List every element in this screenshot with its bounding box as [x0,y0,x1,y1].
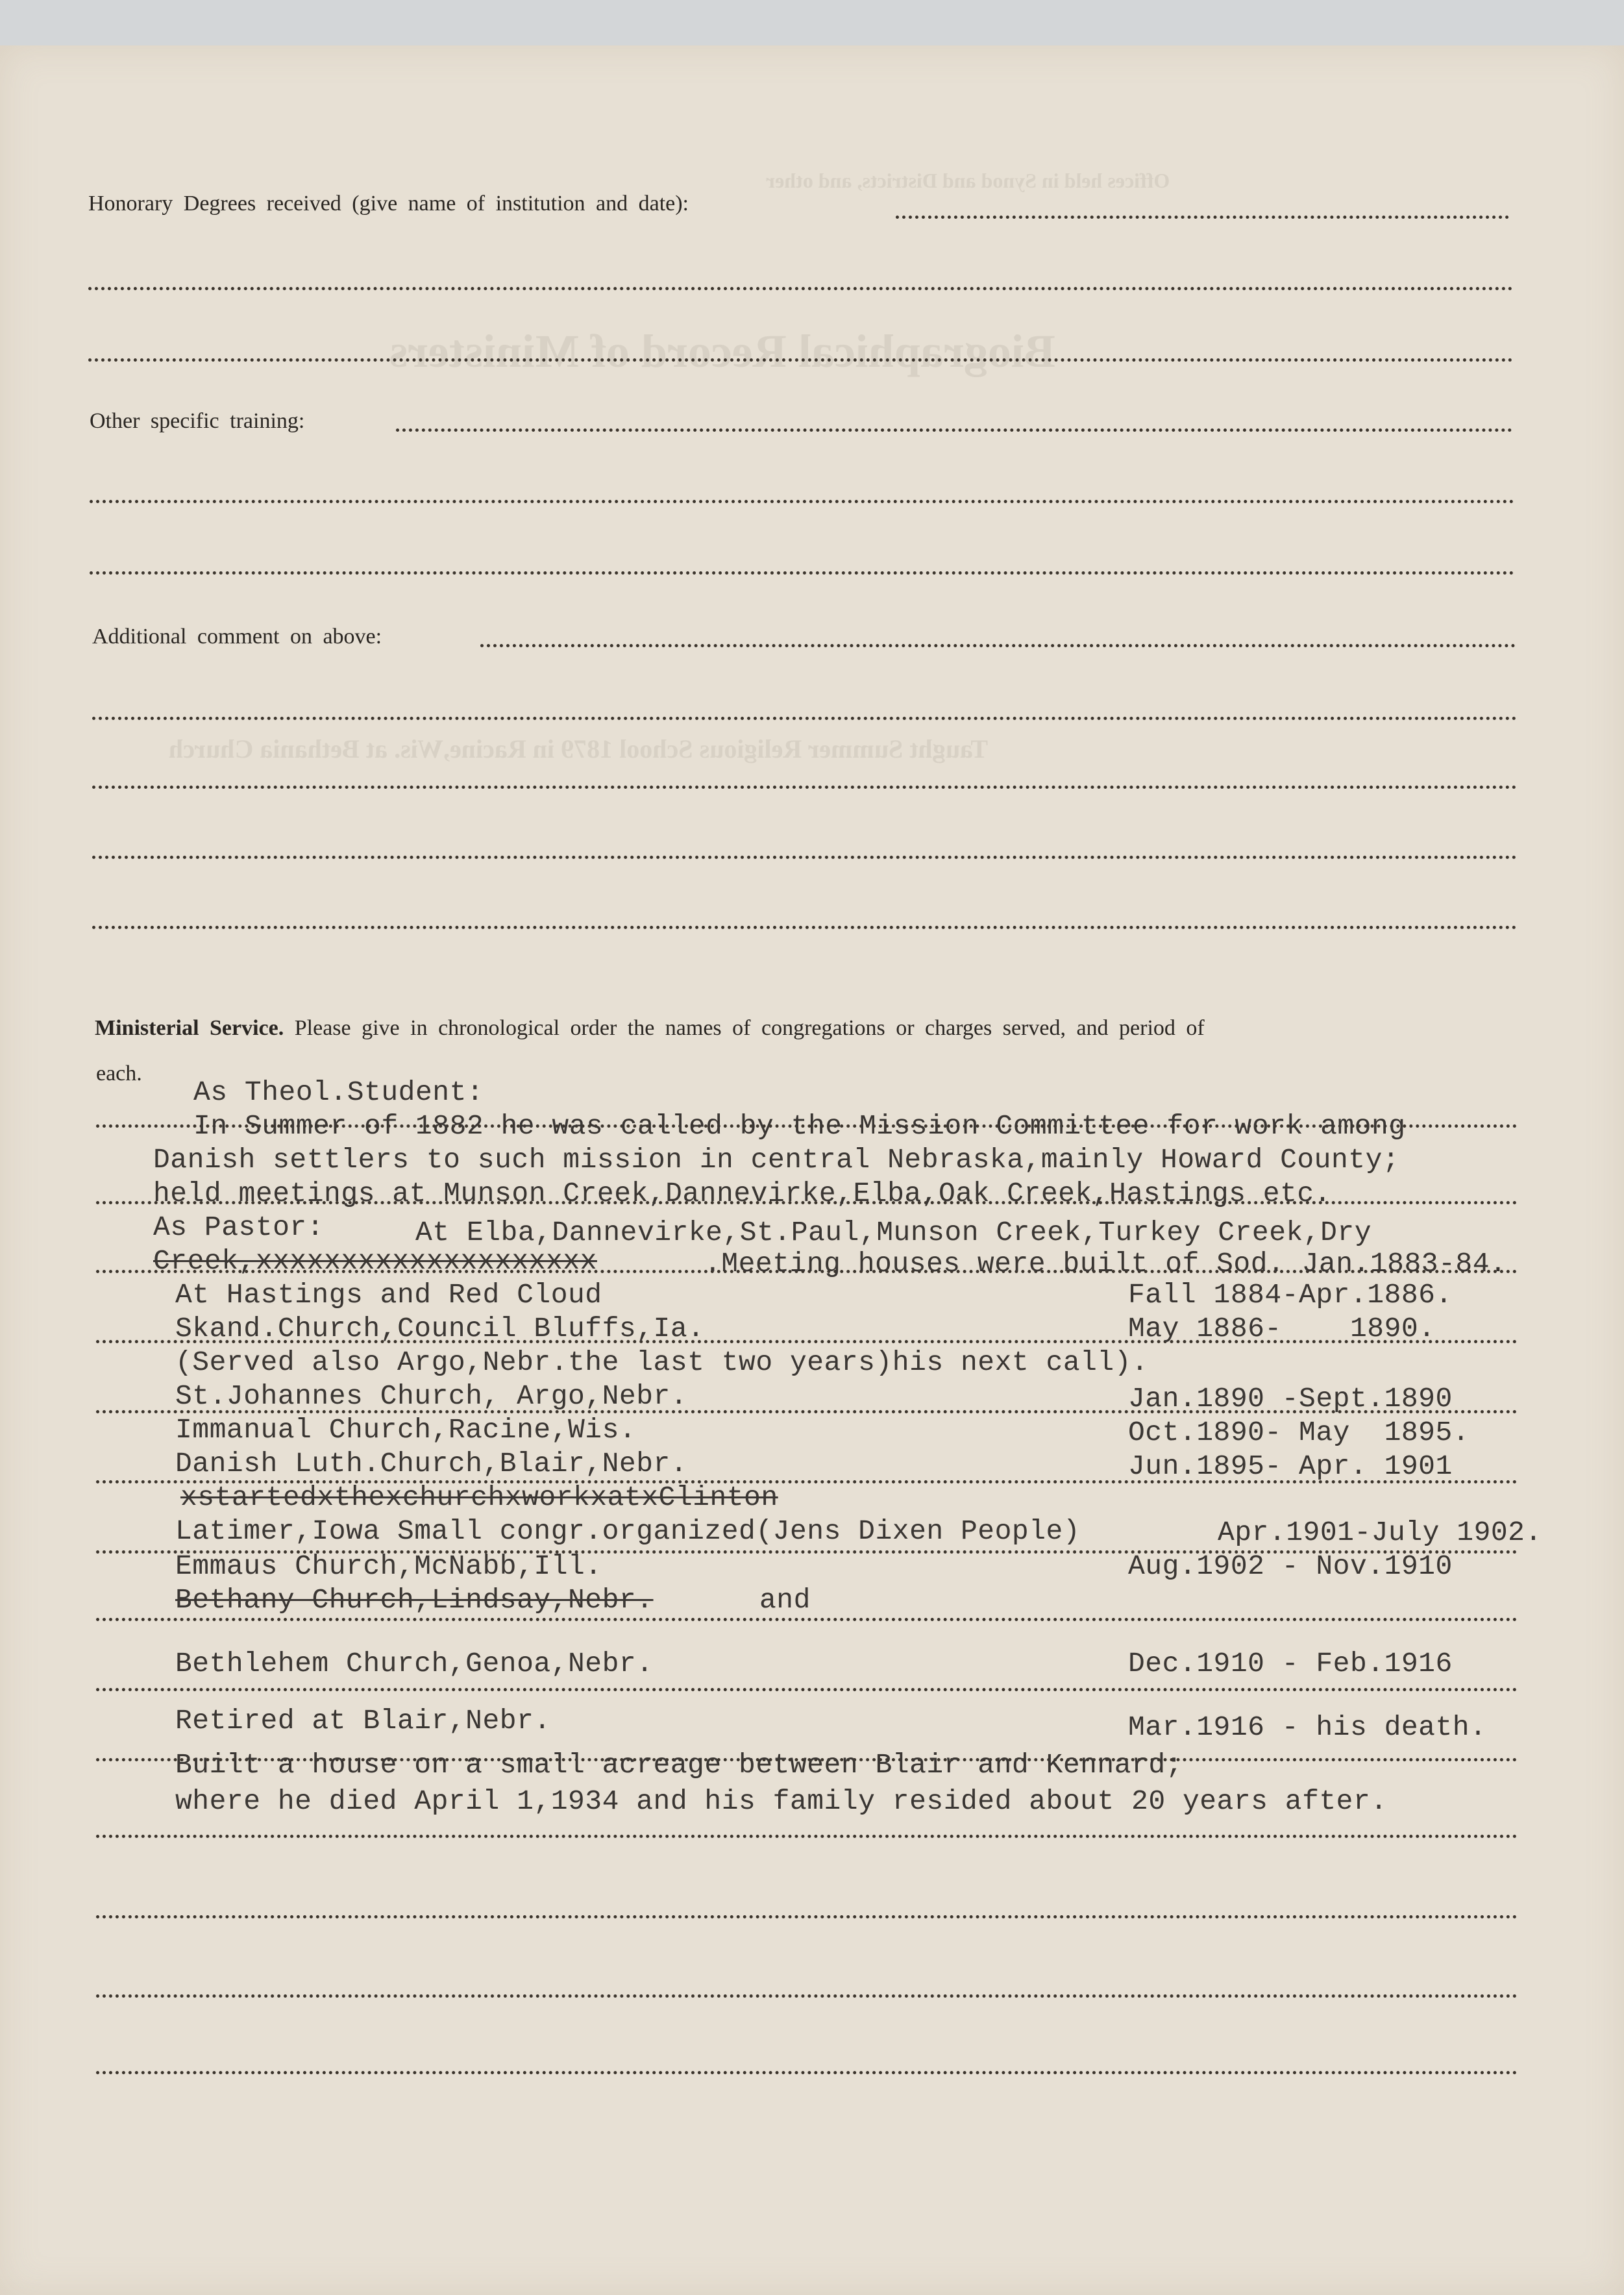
training-line-1[interactable] [396,428,1512,432]
honorary-line-2[interactable] [88,287,1513,290]
ministerial-service-instructions: Please give in chronological order the names of congregations or charges served, and period of [294,1016,1205,1040]
served-also-note: (Served also Argo,Nebr.the last two years)his next call). [175,1346,1149,1378]
congregation-name: Immanual Church,Racine,Wis. [175,1414,637,1446]
congregation-period: Jun.1895- Apr. 1901 [1128,1450,1453,1482]
service-line-8[interactable] [96,1618,1518,1621]
struck-clinton-line: xstartedxthexchurchxworkxatxClinton [180,1482,778,1513]
comment-line-3[interactable] [92,786,1517,789]
congregation-name: At Hastings and Red Cloud [175,1279,602,1311]
additional-comment-label: Additional comment on above: [92,625,382,649]
congregation-name: Emmaus Church,McNabb,Ill. [175,1550,602,1582]
bethany-church-line: Bethany Church,Lindsay,Nebr. [175,1584,654,1616]
comment-line-2[interactable] [92,717,1517,720]
congregation-period: Aug.1902 - Nov.1910 [1128,1550,1453,1582]
meeting-houses-line: .Meeting houses were built of Sod. Jan.1883-84. [704,1248,1507,1280]
training-line-2[interactable] [90,500,1514,503]
comment-line-1[interactable] [480,644,1516,647]
form-sheet [0,45,1624,2295]
theol-student-heading: As Theol.Student: [193,1076,484,1108]
pastor-places: At Elba,Dannevirke,St.Paul,Munson Creek,Turkey Creek,Dry [415,1217,1372,1248]
congregation-period: May 1886- 1890. [1128,1313,1436,1345]
creek-struck: Creek,xxxxxxxxxxxxxxxxxxxx [153,1245,597,1277]
ministerial-service-title: Ministerial Service. [95,1016,284,1040]
house-line-2: where he died April 1,1934 and his family resided about 20 years after. [175,1785,1388,1817]
bleed-through-line: Offices held in Synod and Districts, and other [766,169,1170,192]
house-line-1: Built a house on a small acreage between Blair and Kennard; [175,1749,1183,1781]
other-training-label: Other specific training: [90,409,305,433]
summer-line-3: held meetings at Munson Creek,Dannevirke,Elba,Oak Creek,Hastings etc. [153,1178,1331,1210]
congregation-name: Bethlehem Church,Genoa,Nebr. [175,1648,654,1680]
summer-line-1: In Summer of 1882 he was called by the Mission Committee for work among [193,1110,1406,1142]
congregation-name: Danish Luth.Church,Blair,Nebr. [175,1448,688,1480]
honorary-line-1[interactable] [896,216,1509,219]
pastor-heading: As Pastor: [153,1211,325,1243]
comment-line-4[interactable] [92,856,1517,859]
congregation-period: Fall 1884-Apr.1886. [1128,1279,1453,1311]
congregation-period: Jan.1890 -Sept.1890 [1128,1383,1453,1415]
ministerial-service-heading [95,1016,1205,1041]
service-line-13[interactable] [96,1994,1518,1998]
service-line-12[interactable] [96,1915,1518,1918]
service-line-11[interactable] [96,1835,1518,1838]
congregation-period: Apr.1901-July 1902. [1218,1517,1542,1548]
training-line-3[interactable] [90,571,1514,575]
bleed-through-title: Biographical Record of Ministers [389,325,1055,377]
congregation-name: Retired at Blair,Nebr. [175,1705,551,1737]
service-line-14[interactable] [96,2071,1518,2074]
honorary-degrees-label: Honorary Degrees received (give name of institution and date): [88,192,689,216]
congregation-name: Latimer,Iowa Small congr.organized(Jens Dixen People) [175,1515,1081,1547]
congregation-period: Dec.1910 - Feb.1916 [1128,1648,1453,1680]
comment-line-5[interactable] [92,926,1517,929]
congregation-name: St.Johannes Church, Argo,Nebr. [175,1380,688,1412]
congregation-name: Skand.Church,Council Bluffs,Ia. [175,1313,705,1345]
ministerial-service-each: each. [96,1061,142,1085]
congregation-period: Mar.1916 - his death. [1128,1711,1487,1743]
summer-line-2: Danish settlers to such mission in central Nebraska,mainly Howard County; [153,1144,1400,1176]
congregation-period: Oct.1890- May 1895. [1128,1417,1470,1448]
bethany-and: and [759,1584,811,1616]
honorary-line-3[interactable] [88,358,1513,362]
bleed-through-line: Taught Summer Religious School 1879 in Racine,Wis. at Bethania Church [169,734,989,763]
service-line-9[interactable] [96,1688,1518,1691]
